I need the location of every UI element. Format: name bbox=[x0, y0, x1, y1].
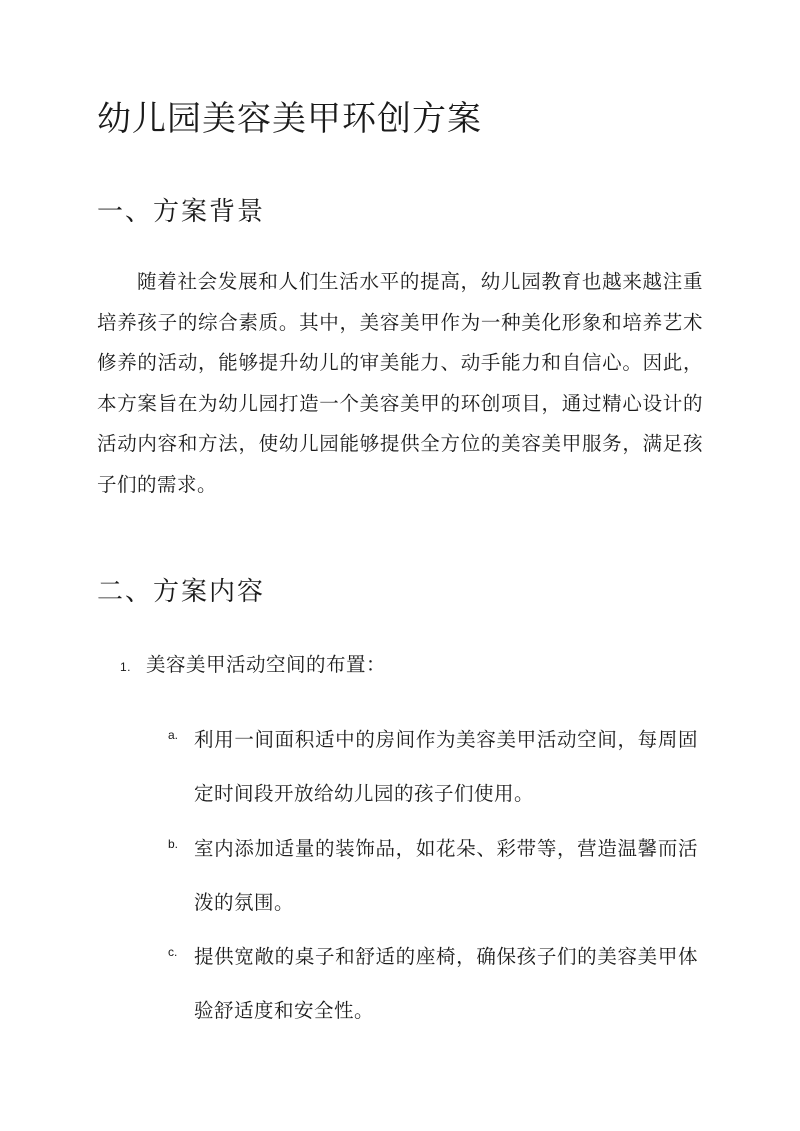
section-heading-background: 一、方案背景 bbox=[97, 197, 266, 227]
sub-list-text: 提供宽敞的桌子和舒适的座椅，确保孩子们的美容美甲体验舒适度和安全性。 bbox=[194, 945, 698, 1022]
sub-list-text: 利用一间面积适中的房间作为美容美甲活动空间，每周固定时间段开放给幼儿园的孩子们使用。 bbox=[194, 728, 698, 805]
sub-list-item-a bbox=[168, 713, 698, 821]
sub-list-marker: a. bbox=[168, 728, 179, 742]
list-item-text: 美容美甲活动空间的布置： bbox=[146, 653, 387, 676]
sub-list-marker: b. bbox=[168, 837, 179, 851]
sub-list-item-c bbox=[168, 930, 698, 1038]
document-title: 幼儿园美容美甲环创方案 bbox=[97, 99, 482, 139]
sub-list-marker: c. bbox=[168, 945, 178, 959]
sub-list-text: 室内添加适量的装饰品，如花朵、彩带等，营造温馨而活泼的氛围。 bbox=[194, 837, 698, 914]
section-heading-content: 二、方案内容 bbox=[97, 577, 266, 607]
list-item-space-layout bbox=[120, 647, 386, 685]
sub-list-item-b bbox=[168, 822, 698, 930]
background-paragraph: 随着社会发展和人们生活水平的提高，幼儿园教育也越来越注重培养孩子的综合素质。其中，美容美甲作为一种美化形象和培养艺术修养的活动，能够提升幼儿的审美能力、动手能力和自信心。因此，本方案旨在为幼儿园打造一个美容美甲的环创项目，通过精心设计的活动内容和方法，使幼儿园能够提供全方位的美容美甲服务，满足孩子们的需求。 bbox=[97, 270, 703, 496]
list-marker: 1. bbox=[120, 660, 132, 674]
